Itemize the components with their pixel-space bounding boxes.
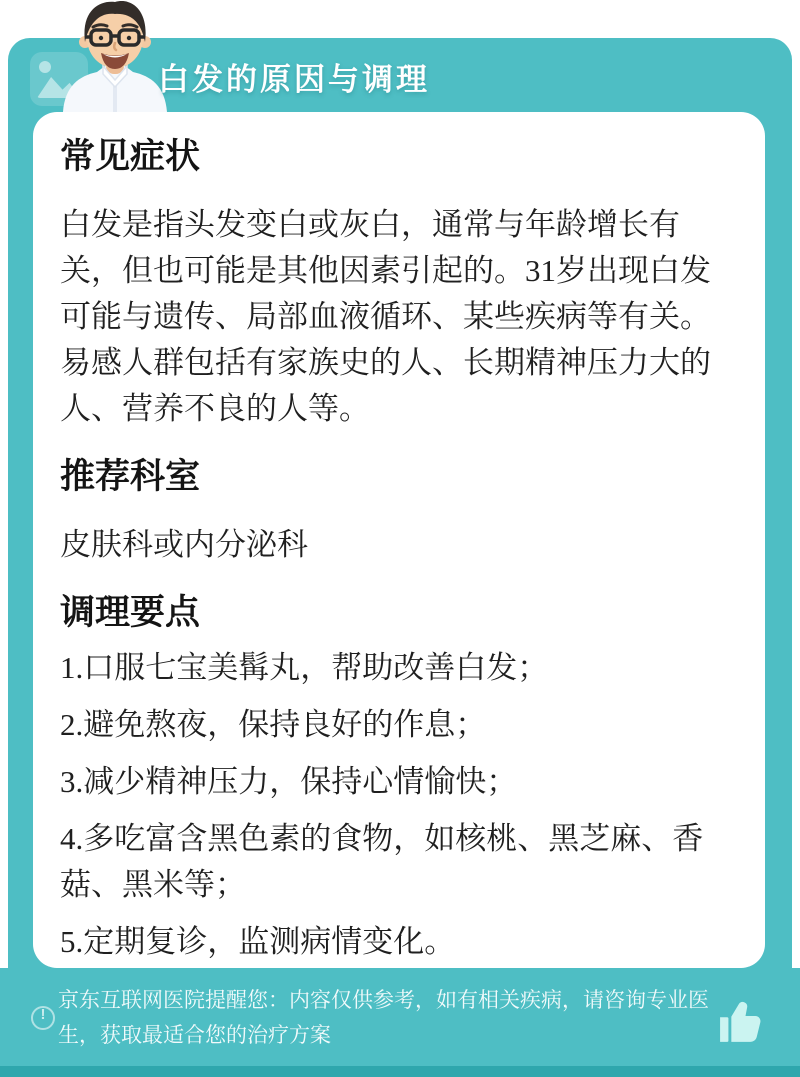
exclamation-circle-icon — [31, 1006, 55, 1030]
section-heading-symptoms: 常见症状 — [60, 137, 201, 176]
answer-card — [33, 112, 765, 968]
symptoms-paragraph: 白发是指头发变白或灰白，通常与年龄增长有关，但也可能是其他因素引起的。31岁出现白发可能与遗传、局部血液循环、某些疾病等有关。易感人群包括有家族史的人、长期精神压力大的人、营养不良的人等。 — [60, 207, 711, 426]
tip-text: 避免熬夜，保持良好的作息； — [83, 707, 487, 742]
tip-item-5 — [60, 919, 739, 965]
page-title: 白发的原因与调理 — [158, 62, 430, 97]
thumbs-up-icon — [718, 998, 768, 1044]
tip-item-2 — [60, 702, 739, 748]
tip-item-3 — [60, 759, 739, 805]
section-heading-tips: 调理要点 — [60, 593, 201, 632]
tip-text: 定期复诊，监测病情变化。 — [83, 924, 456, 959]
tip-text: 减少精神压力，保持心情愉快； — [83, 764, 518, 799]
tip-item-1 — [60, 645, 739, 691]
department-paragraph: 皮肤科或内分泌科 — [60, 527, 308, 562]
tip-number: 4. — [60, 821, 84, 856]
tip-number: 3. — [60, 764, 84, 799]
tip-number: 2. — [60, 707, 84, 742]
tip-item-4 — [60, 816, 739, 908]
tip-text: 口服七宝美髯丸，帮助改善白发； — [83, 650, 549, 685]
tip-number: 5. — [60, 924, 84, 959]
tip-text: 多吃富含黑色素的食物，如核桃、黑芝麻、香菇、黑米等； — [60, 821, 704, 902]
section-heading-department: 推荐科室 — [60, 457, 201, 496]
bottom-edge-strip — [0, 1066, 800, 1077]
thumbs-up-button[interactable] — [718, 998, 768, 1044]
disclaimer-text: 京东互联网医院提醒您：内容仅供参考，如有相关疾病，请咨询专业医生，获取最适合您的治疗方案 — [58, 989, 709, 1047]
tip-number: 1. — [60, 650, 84, 685]
